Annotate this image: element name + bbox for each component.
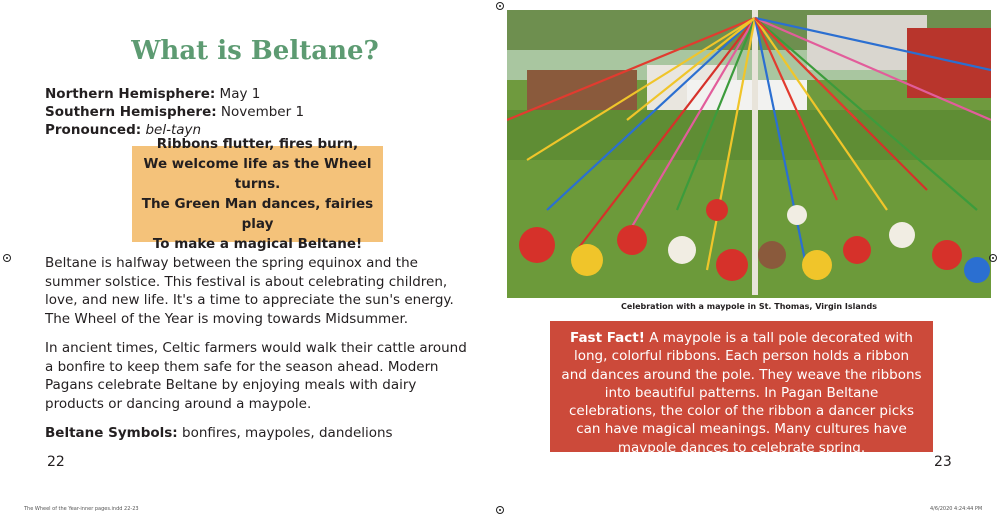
fast-fact-box xyxy=(550,321,933,456)
photo-caption: Celebration with a maypole in St. Thomas, Virgin Islands xyxy=(621,302,877,311)
poem-line: We welcome life as the Wheel turns. xyxy=(143,156,372,192)
fact-northern: Northern Hemisphere: May 1 xyxy=(45,86,261,102)
page-number-right: 23 xyxy=(934,454,952,470)
fast-fact-text: A maypole is a tall pole decorated with long, colorful ribbons. Each person holds a ribbon and dances around the pole. They weave the ribbons into beautiful patterns. In Pagan Beltane celebrations, the color of the ribbon a dancer picks can have magical meanings. Many cultures have maypole dances to celebrate spring. xyxy=(561,330,922,456)
poem-line: To make a magical Beltane! xyxy=(152,236,363,252)
page-title: What is Beltane? xyxy=(131,36,379,66)
fact-pronounced: Pronounced: bel-tayn xyxy=(45,122,202,138)
registration-mark-icon xyxy=(989,254,997,262)
print-slug-left: The Wheel of the Year-inner pages.indd 22-23 xyxy=(24,506,139,512)
festival-facts xyxy=(45,85,304,139)
paragraph-history: In ancient times, Celtic farmers would walk their cattle around a bonfire to keep them safe for the season ahead. Modern Pagans celebrate Beltane by enjoying meals with dairy products or dancing around a maypole. xyxy=(45,340,467,412)
paragraph-intro: Beltane is halfway between the spring equinox and the summer solstice. This festival is about celebrating children, love, and new life. It's a time to appreciate the sun's energy. The Wheel of the Year is moving towards Midsummer. xyxy=(45,255,454,327)
right-page xyxy=(500,0,1000,517)
poem-line: The Green Man dances, fairies play xyxy=(141,196,374,232)
registration-mark-icon xyxy=(3,254,11,262)
poem-box xyxy=(132,136,383,252)
fact-southern: Southern Hemisphere: November 1 xyxy=(45,104,305,120)
fast-fact-lead: Fast Fact! xyxy=(570,330,645,346)
poem-line: Ribbons flutter, fires burn, xyxy=(156,136,359,152)
registration-mark-icon xyxy=(496,506,504,514)
maypole-photo xyxy=(507,10,991,298)
page-number-left: 22 xyxy=(47,454,65,470)
print-slug-right: 4/6/2020 4:24:44 PM xyxy=(930,506,983,512)
registration-mark-icon xyxy=(496,2,504,10)
beltane-symbols: Beltane Symbols: bonfires, maypoles, dandelions xyxy=(45,425,393,441)
